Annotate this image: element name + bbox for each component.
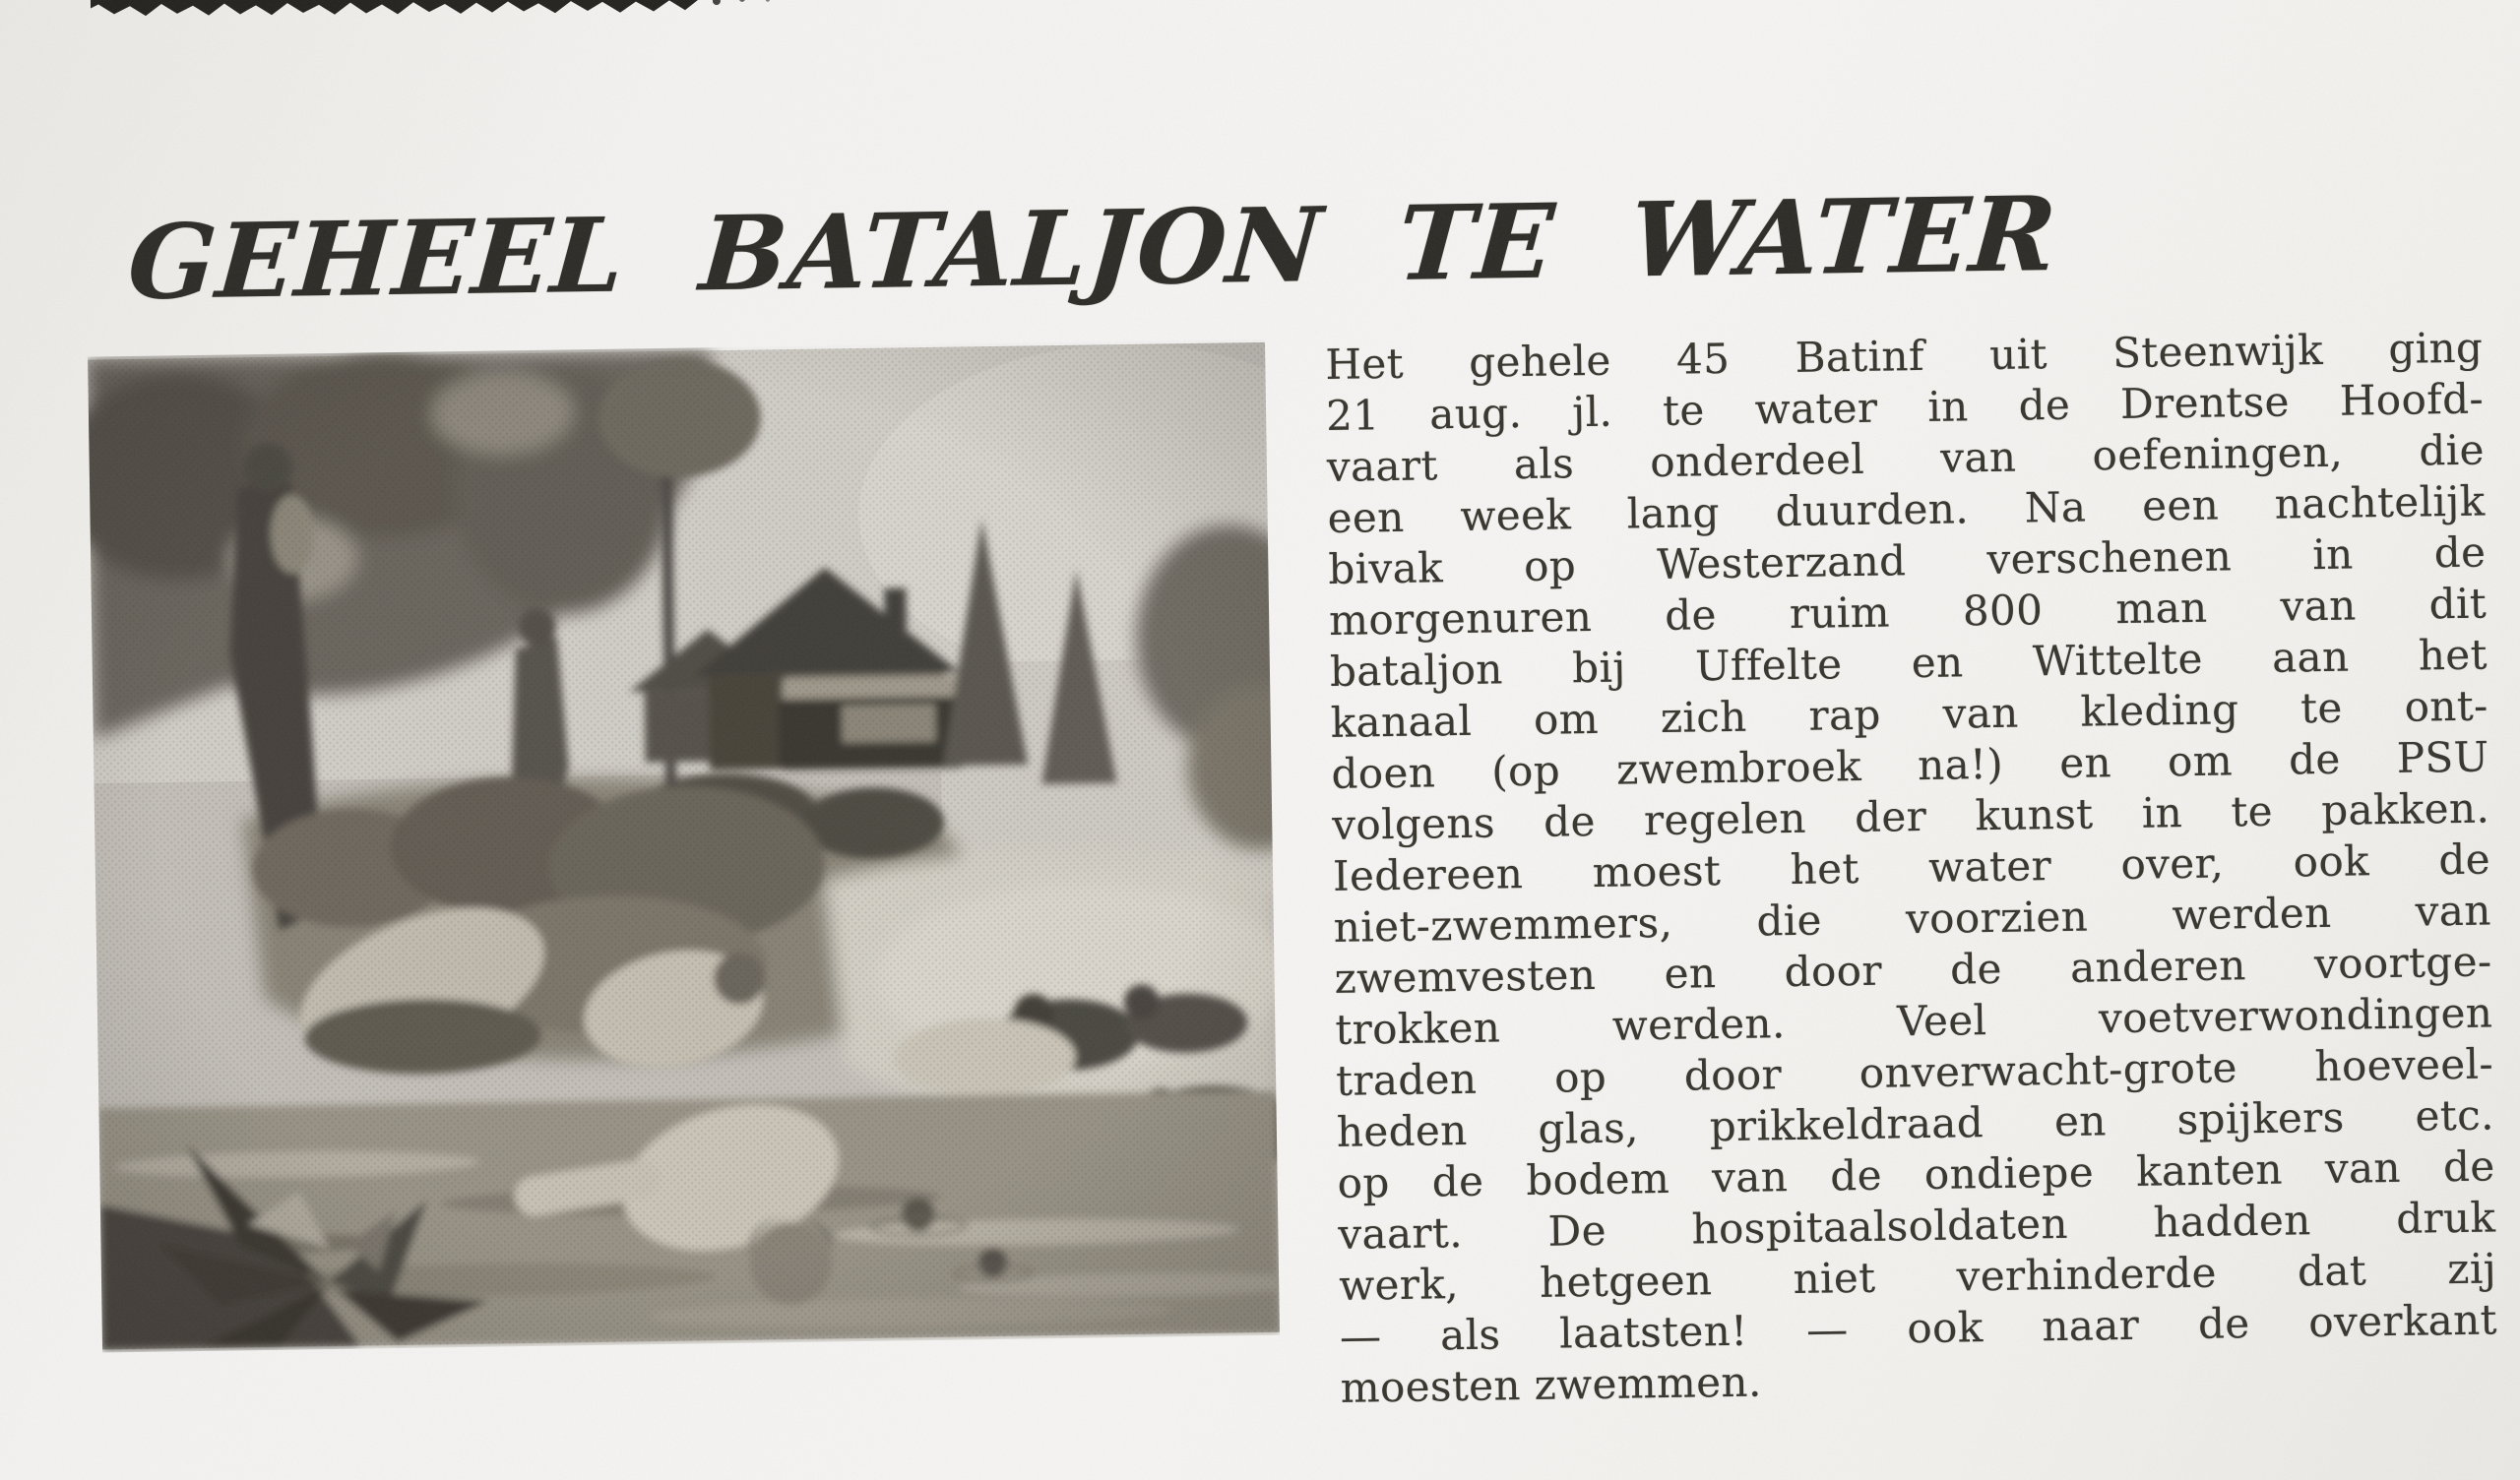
article-line: een week lang duurden. Na een nachtelijk: [1327, 476, 2486, 542]
article-line: Iedereen moest het water over, ook de: [1332, 834, 2491, 900]
article-line: bivak op Westerzand verschenen in de: [1328, 527, 2487, 593]
article-line: vaart als onderdeel van oefeningen, die: [1326, 425, 2486, 491]
press-photo: [88, 339, 1280, 1353]
article-line: kanaal om zich rap van kleding te ont-: [1330, 681, 2488, 747]
headline: GEHEEL BATALJON TE WATER: [124, 172, 2061, 323]
article-line: doen (op zwembroek na!) en om de PSU: [1331, 732, 2489, 798]
article-line: trokken werden. Veel voetverwondingen: [1335, 988, 2493, 1054]
article-line: zwemvesten en door de anderen voortge-: [1334, 937, 2492, 1003]
article-line: 21 aug. jl. te water in de Drentse Hoofd-: [1325, 374, 2485, 440]
article-column: [1325, 323, 2498, 1414]
article-line: niet-zwemmers, die voorzien werden van: [1333, 886, 2492, 952]
article-line: heden glas, prikkeldraad en spijkers etc.: [1336, 1090, 2495, 1156]
article-line: op de bodem van de ondiepe kanten van de: [1337, 1141, 2495, 1207]
article-line: traden op door onverwacht-grote hoeveel-: [1335, 1039, 2494, 1105]
article-line: morgenuren de ruim 800 man van dit: [1328, 579, 2488, 645]
press-photo-illustration: [88, 339, 1280, 1353]
article-line: werk, hetgeen niet verhinderde dat zij: [1338, 1244, 2497, 1310]
article-line: moesten zwemmen.: [1340, 1357, 1762, 1412]
article-line: volgens de regelen der kunst in te pakken.: [1331, 783, 2490, 849]
article-line: — als laatsten! — ook naar de overkant: [1339, 1295, 2498, 1361]
article-line: vaart. De hospitaalsoldaten hadden druk: [1338, 1193, 2496, 1259]
article-line: Het gehele 45 Batinf uit Steenwijk ging: [1324, 323, 2484, 389]
article-line: bataljon bij Uffelte en Wittelte aan het: [1329, 630, 2488, 696]
